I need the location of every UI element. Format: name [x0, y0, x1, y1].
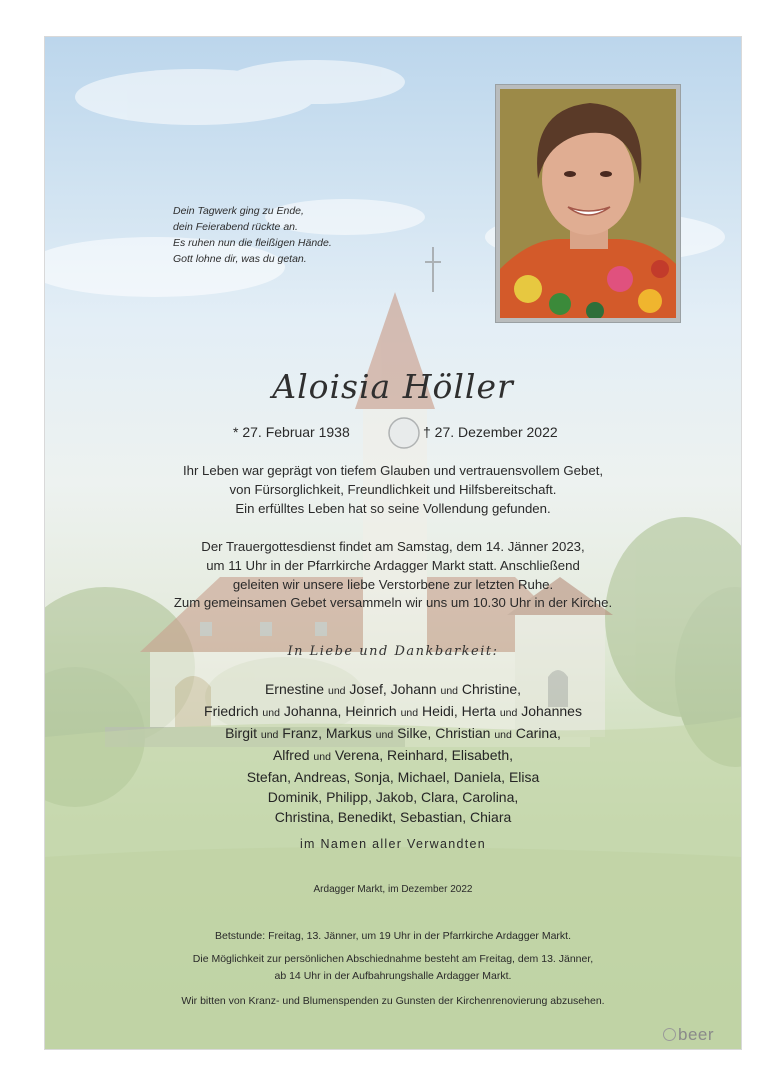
great-grandchildren-names — [45, 787, 741, 827]
poem-line: Es ruhen nun die fleißigen Hände. — [173, 237, 332, 249]
children-names — [45, 679, 741, 723]
birth-date: * 27. Februar 1938 — [233, 424, 350, 440]
viewing-note: Die Möglichkeit zur persönlichen Abschiednahme besteht am Freitag, dem 13. Jänner, ab 14 Uhr in der Aufbahrungshalle Ardagger Markt. — [192, 953, 594, 982]
beer-logo: beer — [663, 1025, 714, 1045]
family-line: Christina, Benedikt, Sebastian, Chiara — [274, 809, 512, 825]
service-line: um 11 Uhr in der Pfarrkirche Ardagger Markt statt. Anschließend — [206, 558, 580, 573]
poem-line: Gott lohne dir, was du getan. — [173, 253, 307, 265]
grandchildren-names — [45, 723, 741, 787]
family-line: Ernestine und Josef, Johann und Christine, — [264, 681, 522, 697]
service-line: geleiten wir unsere liebe Verstorbene zur letzten Ruhe. — [232, 577, 554, 592]
tribute-line: Ihr Leben war geprägt von tiefem Glauben und vertrauensvollem Gebet, — [182, 463, 604, 478]
deceased-name: Aloisia Höller — [272, 367, 514, 406]
prayer-line: Zum gemeinsamen Gebet versammeln wir uns um 10.30 Uhr in der Kirche. — [173, 595, 613, 610]
death-date: † 27. Dezember 2022 — [423, 424, 558, 440]
poem-line: dein Feierabend rückte an. — [173, 221, 298, 233]
relatives-line: im Namen aller Verwandten — [299, 837, 487, 851]
tribute-text — [45, 461, 741, 518]
prayer-text — [45, 593, 741, 612]
tribute-line: von Fürsorglichkeit, Freundlichkeit und Hilfsbereitschaft. — [229, 482, 557, 497]
logo-icon — [663, 1028, 676, 1041]
betstunde-note: Betstunde: Freitag, 13. Jänner, um 19 Uhr in der Pfarrkirche Ardagger Markt. — [214, 930, 571, 942]
tribute-line: Ein erfülltes Leben hat so seine Vollendung gefunden. — [235, 501, 551, 516]
funeral-service-text — [45, 537, 741, 594]
obituary-card — [44, 36, 742, 1050]
place-date: Ardagger Markt, im Dezember 2022 — [313, 884, 473, 895]
dank-heading: In Liebe und Dankbarkeit: — [287, 644, 499, 659]
portrait-photo — [495, 84, 681, 323]
family-line: Alfred und Verena, Reinhard, Elisabeth, — [272, 747, 514, 763]
family-line: Stefan, Andreas, Sonja, Michael, Daniela, Elisa — [246, 769, 540, 785]
family-line: Dominik, Philipp, Jakob, Clara, Carolina, — [267, 789, 519, 805]
service-line: Der Trauergottesdienst findet am Samstag, dem 14. Jänner 2023, — [201, 539, 585, 554]
donation-note: Wir bitten von Kranz- und Blumenspenden zu Gunsten der Kirchenrenovierung abzusehen. — [181, 995, 605, 1007]
family-line: Friedrich und Johanna, Heinrich und Heidi, Herta und Johannes — [204, 703, 582, 719]
memorial-poem — [173, 203, 433, 267]
poem-line: Dein Tagwerk ging zu Ende, — [173, 205, 304, 217]
family-line: Birgit und Franz, Markus und Silke, Christian und Carina, — [225, 725, 561, 741]
